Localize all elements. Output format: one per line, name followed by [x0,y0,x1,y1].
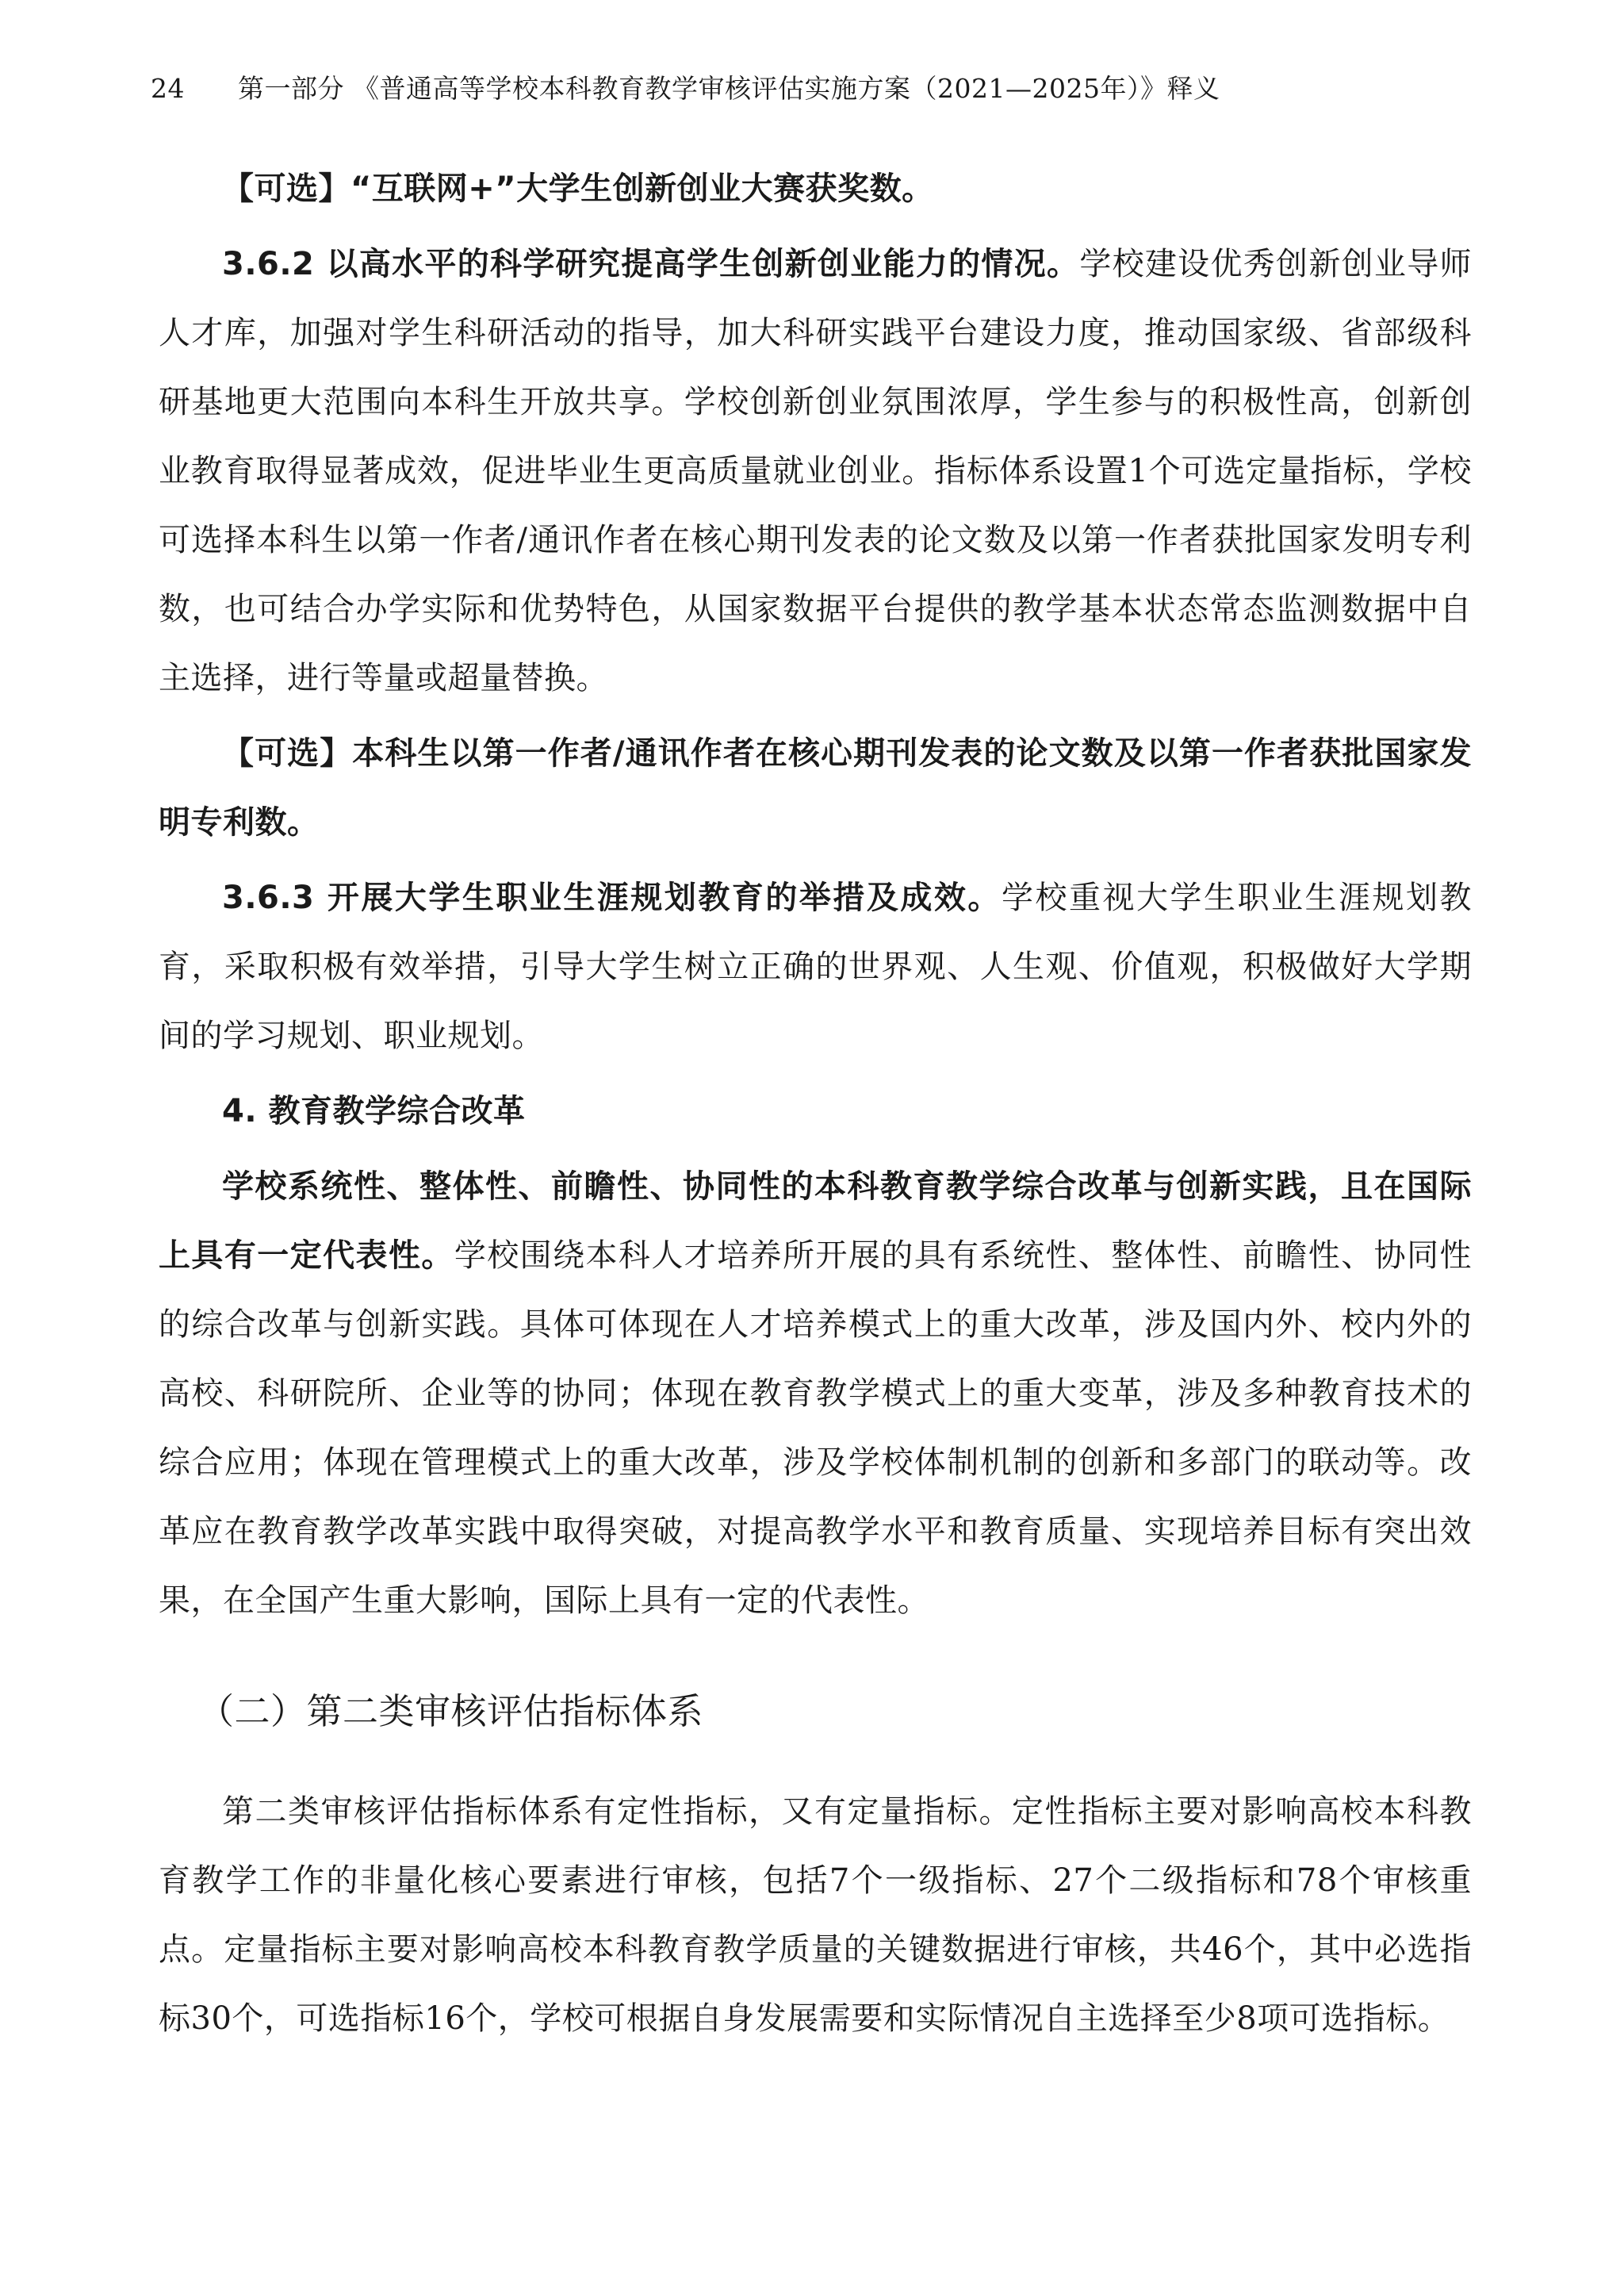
running-header [151,68,1497,105]
section-3-6-2 [159,230,1472,713]
optional-indicator-2: 【可选】本科生以第一作者/通讯作者在核心期刊发表的论文数及以第一作者获批国家发明专利数。 [159,735,1472,841]
page-number: 24 [151,73,185,104]
section-3-6-3 [159,864,1472,1071]
section-3-6-3-heading: 3.6.3 开展大学生职业生涯规划教育的举措及成效。 [222,880,1002,916]
section-3-6-3-body: 学校重视大学生职业生涯规划教育，采取积极有效举措，引导大学生树立正确的世界观、人生观、价值观，积极做好大学期间的学习规划、职业规划。 [159,880,1473,1054]
section-4-heading: 4. 教育教学综合改革 [222,1093,526,1129]
optional-indicator-1: 【可选】“互联网+”大学生创新创业大赛获奖数。 [222,171,934,207]
section-4-body: 学校围绕本科人才培养所开展的具有系统性、整体性、前瞻性、协同性的综合改革与创新实践。具体可体现在人才培养模式上的重大改革，涉及国内外、校内外的高校、科研院所、企业等的协同；体现在教育教学模式上的重大变革，涉及多种教育技术的综合应用；体现在管理模式上的重大改革，涉及学校体制机制的创新和多部门的联动等。改革应在教育教学改革实践中取得突破，对提高教学水平和教育质量、实现培养目标有突出效果，在全国产生重大影响，国际上具有一定的代表性。 [159,1237,1473,1619]
section-4-lead: 学校系统性、整体性、前瞻性、协同性的本科教育教学综合改革与创新实践，且在国际上具有一定代表性。 [159,1168,1472,1274]
main-content [159,155,1472,2053]
section-3-6-2-body: 学校建设优秀创新创业导师人才库，加强对学生科研活动的指导，加大科研实践平台建设力度，推动国家级、省部级科研基地更大范围向本科生开放共享。学校创新创业氛围浓厚，学生参与的积极性高，创新创业教育取得显著成效，促进毕业生更高质量就业创业。指标体系设置1个可选定量指标，学校可选择本科生以第一作者/通讯作者在核心期刊发表的论文数及以第一作者获批国家发明专利数，也可结合办学实际和优势特色，从国家数据平台提供的教学基本状态常态监测数据中自主选择，进行等量或超量替换。 [159,246,1473,696]
header-title: 第一部分 《普通高等学校本科教育教学审核评估实施方案（2021—2025年）》释义 [238,73,1220,104]
section-2-title: （二）第二类审核评估指标体系 [198,1690,704,1732]
section-3-6-2-heading: 3.6.2 以高水平的科学研究提高学生创新创业能力的情况。 [222,246,1080,282]
section-2-body: 第二类审核评估指标体系有定性指标，又有定量指标。定性指标主要对影响高校本科教育教学工作的非量化核心要素进行审核，包括7个一级指标、27个二级指标和78个审核重点。定量指标主要对影响高校本科教育教学质量的关键数据进行审核，共46个，其中必选指标30个，可选指标16个，学校可根据自身发展需要和实际情况自主选择至少8项可选指标。 [159,1793,1472,2037]
section-4-paragraph [159,1152,1472,1635]
